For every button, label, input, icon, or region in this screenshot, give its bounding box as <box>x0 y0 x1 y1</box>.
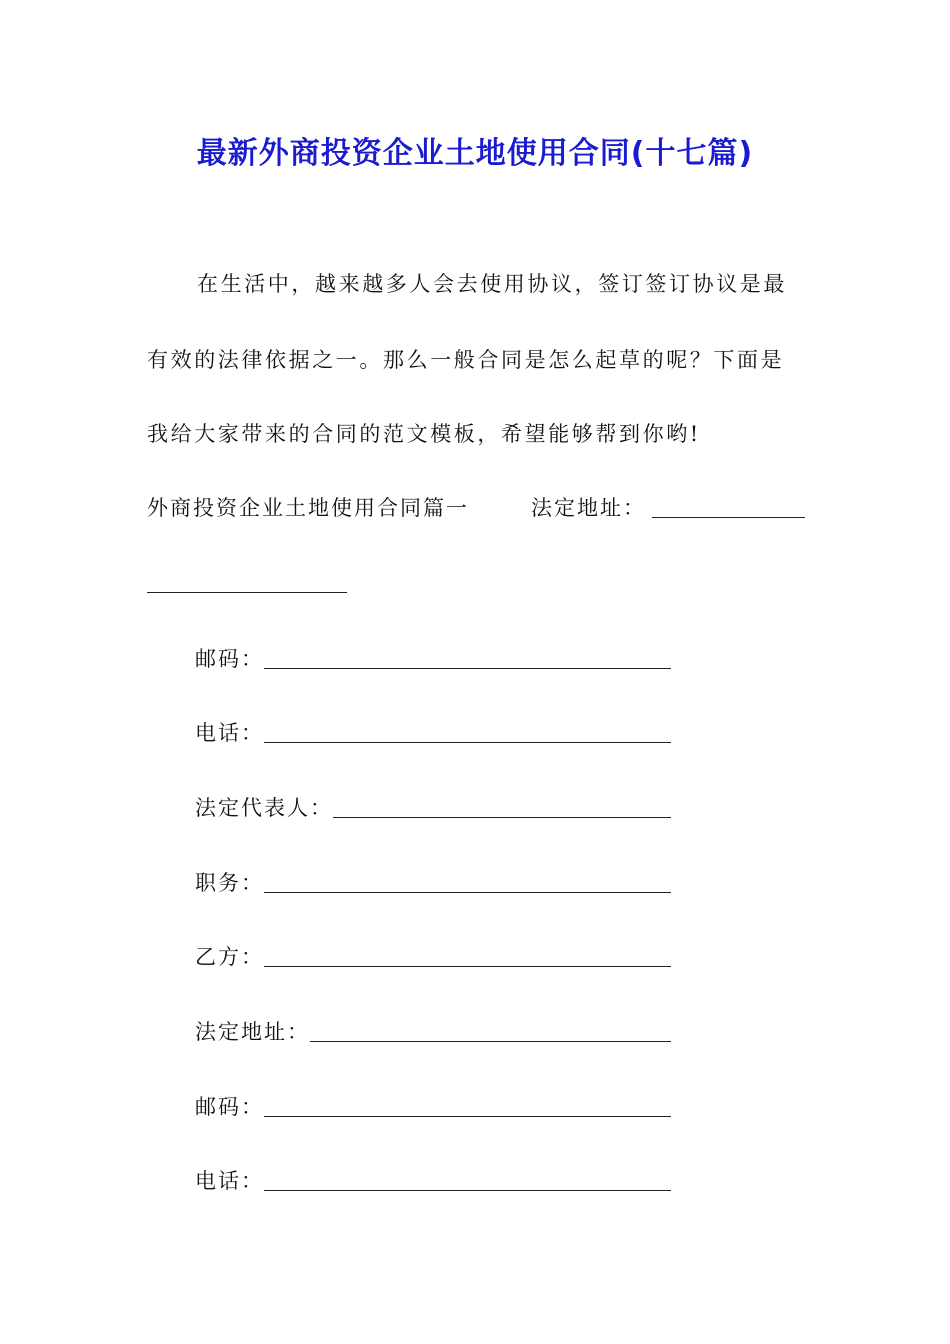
section-heading: 外商投资企业土地使用合同篇一 <box>147 496 469 520</box>
field-label: 法定地址： <box>195 1020 310 1044</box>
field-blank[interactable] <box>333 817 671 818</box>
section-heading-row <box>147 492 807 524</box>
field-row-address-b <box>195 1016 671 1048</box>
document-title: 最新外商投资企业土地使用合同(十七篇) <box>196 136 754 171</box>
field-label: 职务： <box>195 871 264 895</box>
field-label: 电话： <box>195 1169 264 1193</box>
field-blank[interactable] <box>264 668 671 669</box>
intro-line-3: 我给大家带来的合同的范文模板，希望能够帮到你哟! <box>147 422 701 446</box>
field-row-postcode-b <box>195 1091 671 1123</box>
first-address-label: 法定地址： <box>531 496 646 520</box>
first-address-blank[interactable] <box>652 517 805 518</box>
field-row-legal-rep <box>195 792 671 824</box>
intro-line-1: 在生活中，越来越多人会去使用协议，签订签订协议是最 <box>197 272 787 296</box>
field-row-position <box>195 867 671 899</box>
field-blank[interactable] <box>310 1041 671 1042</box>
field-row-phone-a <box>195 717 671 749</box>
field-label: 邮码： <box>195 1095 264 1119</box>
field-row-phone-b <box>195 1165 671 1197</box>
field-blank[interactable] <box>264 1116 671 1117</box>
field-label: 乙方： <box>195 945 264 969</box>
field-row-party-b <box>195 941 671 973</box>
field-label: 电话： <box>195 721 264 745</box>
field-blank[interactable] <box>264 1190 671 1191</box>
field-label: 法定代表人： <box>195 796 333 820</box>
field-label: 邮码： <box>195 647 264 671</box>
intro-line-2: 有效的法律依据之一。那么一般合同是怎么起草的呢？下面是 <box>147 348 785 372</box>
field-row-postcode-a <box>195 643 671 675</box>
field-blank[interactable] <box>264 966 671 967</box>
first-address-blank-continued[interactable] <box>147 592 347 593</box>
field-blank[interactable] <box>264 742 671 743</box>
field-blank[interactable] <box>264 892 671 893</box>
